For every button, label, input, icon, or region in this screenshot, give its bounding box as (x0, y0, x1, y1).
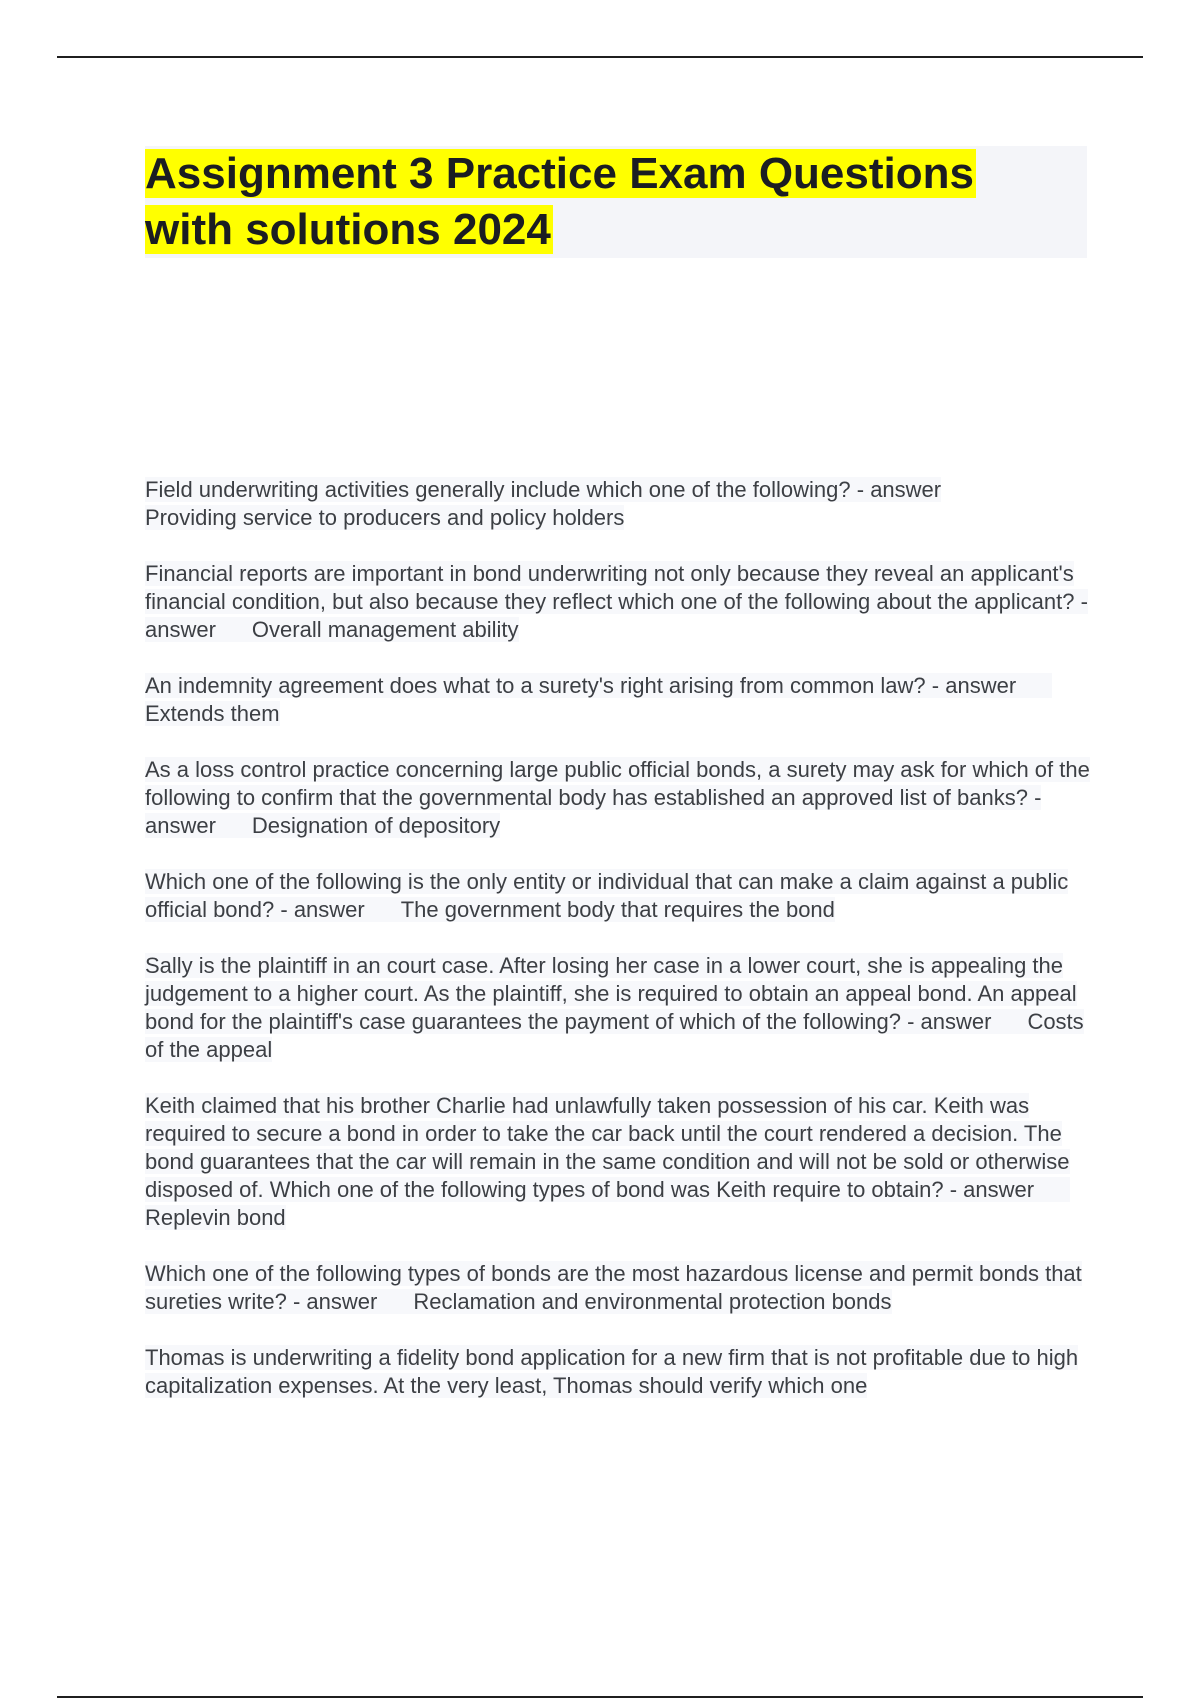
answer-label: answer (870, 477, 942, 502)
answer-label: answer (306, 1289, 378, 1314)
footer-rule (57, 1696, 1143, 1698)
header-rule (57, 56, 1143, 58)
question-text: Thomas is underwriting a fidelity bond application for a new firm that is not profitable due to high capitalization expenses. At the very least, Thomas should verify which one (145, 1345, 1079, 1398)
question-text: Field underwriting activities generally include which one of the following? (145, 477, 851, 502)
answer-text: Costs of the appeal (145, 1009, 1084, 1062)
answer-label: answer (963, 1177, 1035, 1202)
answer-text: Designation of depository (251, 813, 501, 838)
separator: - (850, 477, 871, 502)
answer-label: answer (145, 617, 216, 642)
qa-item (145, 1260, 1090, 1316)
qa-item (145, 672, 1090, 728)
qa-item (145, 952, 1090, 1064)
separator: - (286, 1289, 307, 1314)
question-text: Which one of the following is the only entity or individual that can make a claim against a public official bond? (145, 869, 1069, 922)
answer-text: The government body that requires the bond (400, 897, 835, 922)
answer-label: answer (293, 897, 365, 922)
question-text: Which one of the following types of bonds are the most hazardous license and permit bonds that sureties write? (145, 1261, 1082, 1314)
answer-text: Providing service to producers and policy holders (145, 505, 625, 530)
answer-label: answer (920, 1009, 992, 1034)
qa-item (145, 1344, 1090, 1400)
question-text: Financial reports are important in bond underwriting not only because they reveal an applicant's financial condition, but also because they reflect which one of the following about the applicant? (145, 561, 1075, 614)
qa-item (145, 560, 1090, 644)
title-line-1: Assignment 3 Practice Exam Questions (145, 149, 974, 198)
separator: - (925, 673, 946, 698)
answer-text: Reclamation and environmental protection bonds (413, 1289, 892, 1314)
answer-label: answer (945, 673, 1017, 698)
qa-item (145, 1092, 1090, 1232)
answer-text: Overall management ability (251, 617, 519, 642)
document-title (145, 146, 1087, 258)
title-line-2: with solutions 2024 (145, 205, 551, 254)
separator: - (1074, 589, 1088, 614)
question-text: Keith claimed that his brother Charlie had unlawfully taken possession of his car. Keith was required to secure a bond in order to take the car back until the court rendered a decision. The bond guarantees that the car will remain in the same condition and will not be sold or otherwise disposed of. Which one of the following types of bond was Keith require to obtain? (145, 1093, 1070, 1202)
qa-item (145, 868, 1090, 924)
qa-item (145, 756, 1090, 840)
qa-list (145, 476, 1090, 1428)
question-text: As a loss control practice concerning large public official bonds, a surety may ask for which of the following to confirm that the governmental body has established an approved list of banks? (145, 757, 1090, 810)
separator: - (900, 1009, 921, 1034)
separator: - (1027, 785, 1042, 810)
answer-label: answer (145, 813, 216, 838)
answer-text: Extends them (145, 701, 280, 726)
title-block (145, 146, 1087, 258)
separator: - (943, 1177, 964, 1202)
separator: - (274, 897, 294, 922)
qa-item (145, 476, 1090, 532)
question-text: Sally is the plaintiff in an court case. After losing her case in a lower court, she is appealing the judgement to a higher court. As the plaintiff, she is required to obtain an appeal bond. An appeal bond for the plaintiff's case guarantees the payment of which of the following? (145, 953, 1077, 1034)
question-text: An indemnity agreement does what to a surety's right arising from common law? (145, 673, 926, 698)
answer-text: Replevin bond (145, 1205, 286, 1230)
